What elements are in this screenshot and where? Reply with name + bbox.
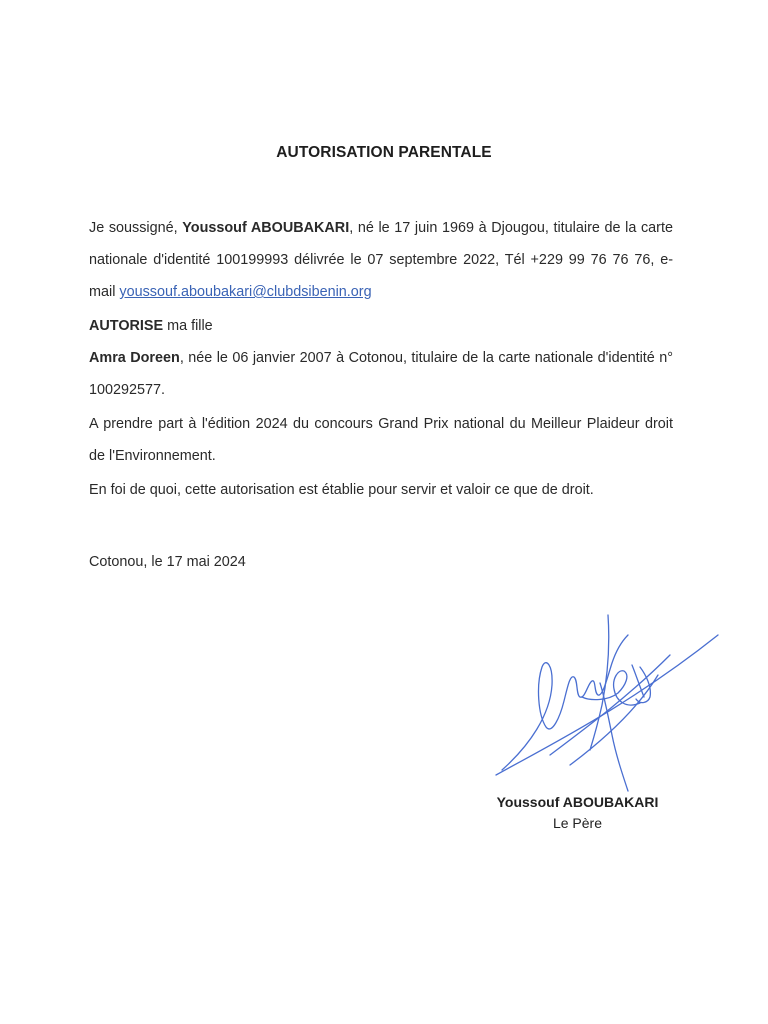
place-date: Cotonou, le 17 mai 2024: [89, 554, 246, 570]
paragraph-closing: En foi de quoi, cette autorisation est établie pour servir et valoir ce que de droit.: [89, 482, 594, 498]
document-title: AUTORISATION PARENTALE: [276, 144, 492, 161]
signer-block: [470, 792, 685, 834]
paragraph-child: [89, 342, 673, 406]
declarant-details: , né le 17 juin 1969 à Djougou, titulaire de la carte nationale d'identité 100199993 délivrée le 07 septembre 2022, Tél +229 99 76 76 76, e-mail: [89, 220, 673, 300]
paragraph-declarant: [89, 212, 673, 308]
email-link[interactable]: youssouf.aboubakari@clubdsibenin.org: [119, 284, 372, 300]
paragraph-purpose: A prendre part à l'édition 2024 du concours Grand Prix national du Meilleur Plaideur droit de l'Environnement.: [89, 416, 673, 464]
signature-mark: [490, 605, 725, 795]
paragraph-authorizes: [89, 310, 673, 342]
child-details: , née le 06 janvier 2007 à Cotonou, titulaire de la carte nationale d'identité n° 100292577.: [89, 350, 674, 398]
intro-text: Je soussigné,: [89, 220, 183, 236]
authorizes-verb: AUTORISE: [89, 318, 164, 334]
authorizes-rest: ma fille: [163, 318, 213, 334]
signer-name: Youssouf ABOUBAKARI: [496, 794, 659, 810]
child-name: Amra Doreen: [89, 350, 180, 366]
signer-role: Le Père: [552, 815, 603, 831]
declarant-name: Youssouf ABOUBAKARI: [182, 220, 350, 236]
